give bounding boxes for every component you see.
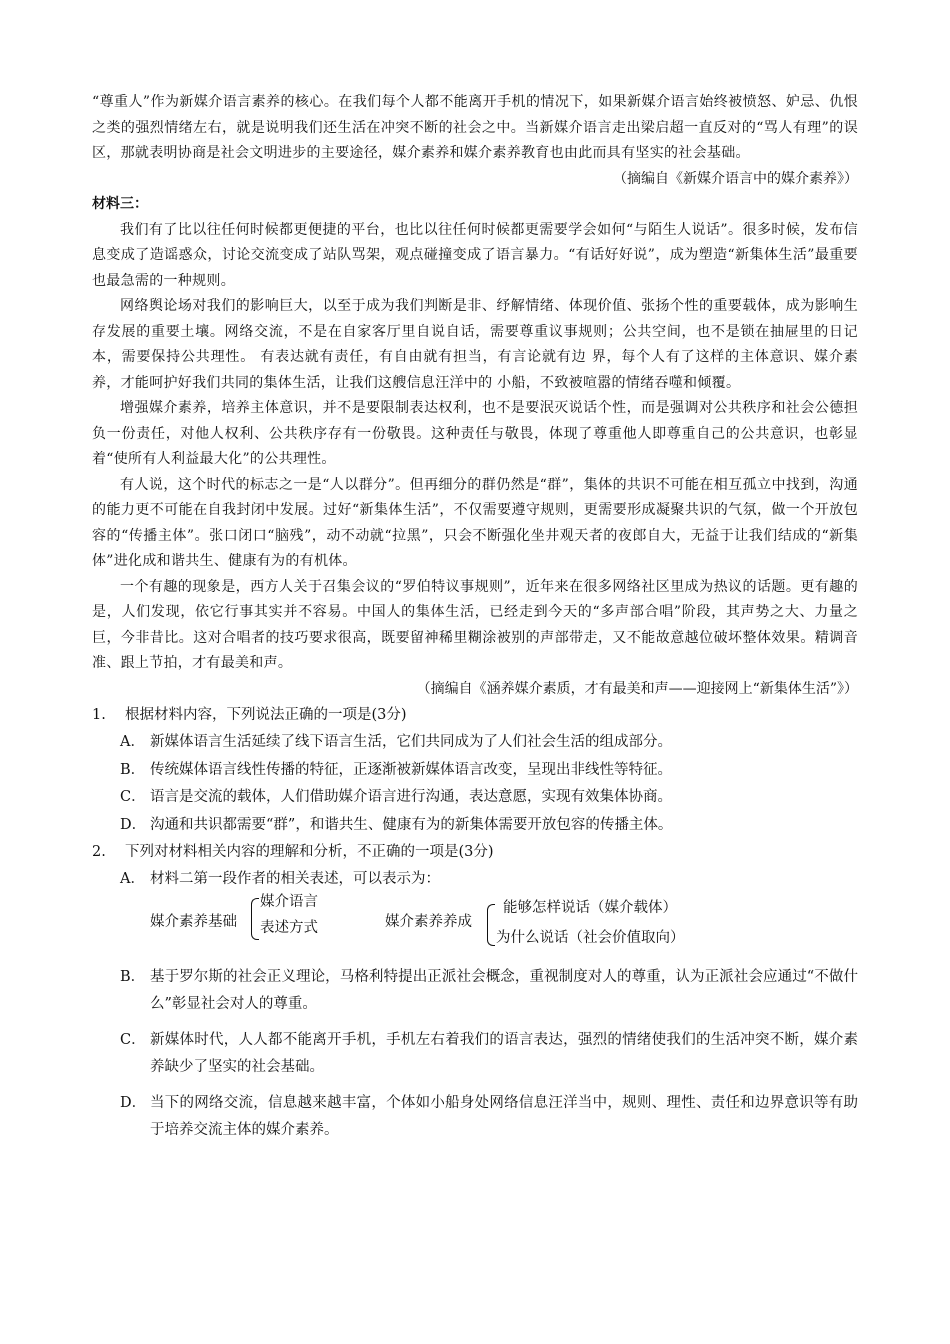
option-letter: B． <box>120 761 146 778</box>
option-text: 传统媒体语言线性传播的特征，正逐渐被新媒体语言改变，呈现出非线性等特征。 <box>150 761 672 778</box>
question-2 <box>92 839 858 1145</box>
question-1-option-c <box>120 784 858 812</box>
material3-title: 材料三： <box>92 196 148 212</box>
question-2-stem: 下列对材料相关内容的理解和分析，不正确的一项是(3分) <box>125 844 494 860</box>
exam-page <box>92 90 858 1145</box>
right-brace-icon <box>487 904 495 946</box>
question-1-option-b <box>120 757 858 785</box>
material2-paragraph: “尊重人”作为新媒介语言素养的核心。在我们每个人都不能离开手机的情况下，如果新媒介语言始终被愤怒、妒忌、仇恨之类的强烈情绪左右，就是说明我们还生活在冲突不断的社会之中。当新媒介语言走出梁启超一直反对的“骂人有理”的误区，那就表明协商是社会文明进步的主要途径，媒介素养和媒介素养教育也由此而具有坚实的社会基础。 <box>92 94 858 161</box>
option-letter: A． <box>120 871 145 887</box>
diagram-right-root: 媒介素养养成 <box>385 913 472 930</box>
option-text: 基于罗尔斯的社会正义理论，马格利特提出正派社会概念，重视制度对人的尊重，认为正派社会应通过“不做什么”彰显社会对人的尊重。 <box>150 968 858 1012</box>
diagram-left-child-1: 媒介语言 <box>260 893 318 910</box>
question-1 <box>92 702 858 839</box>
material2-source: （摘编自《新媒介语言中的媒介素养》） <box>613 170 858 187</box>
question-1-option-a <box>120 729 858 757</box>
question-2-number: 2. <box>92 844 106 860</box>
option-letter: D． <box>120 1094 147 1111</box>
question-2-option-d <box>120 1090 858 1145</box>
left-brace-icon <box>251 898 259 940</box>
option-text: 当下的网络交流，信息越来越丰富，个体如小船身处网络信息汪洋当中，规则、理性、责任和边界意识等有助于培养交流主体的媒介素养。 <box>150 1094 858 1138</box>
question-1-stem: 根据材料内容，下列说法正确的一项是(3分) <box>125 707 407 723</box>
material3-paragraph-1: 我们有了比以往任何时候都更便捷的平台，也比以往任何时候都更需要学会如何“与陌生人说话”。很多时候，发布信息变成了造谣惑众，讨论交流变成了站队骂架，观点碰撞变成了语言暴力。“有话好好说”，成为塑造“新集体生活”最重要也最急需的一种规则。 <box>92 221 858 289</box>
diagram-right-child-2: 为什么说话（社会价值取向） <box>496 929 685 946</box>
question-1-number: 1. <box>92 707 106 723</box>
question-2-option-b <box>120 964 858 1019</box>
option-letter: A． <box>120 734 145 750</box>
option-text: 材料二第一段作者的相关表述，可以表示为： <box>150 871 440 887</box>
question-1-option-d <box>120 812 858 840</box>
option-letter: D． <box>120 816 147 833</box>
diagram-right-child-1: 能够怎样说话（媒介载体） <box>503 899 677 916</box>
media-literacy-diagram <box>150 894 858 954</box>
question-2-option-c <box>120 1027 858 1082</box>
material3-source: （摘编自《涵养媒介素质，才有最美和声——迎接网上“新集体生活”》） <box>416 680 858 697</box>
option-text: 新媒体语言生活延续了线下语言生活，它们共同成为了人们社会生活的组成部分。 <box>150 734 672 750</box>
option-text: 语言是交流的载体，人们借助媒介语言进行沟通，表达意愿，实现有效集体协商。 <box>150 789 672 805</box>
material3-paragraph-5: 一个有趣的现象是，西方人关于召集会议的“罗伯特议事规则”，近年来在很多网络社区里成为热议的话题。更有趣的是，人们发现，依它行事其实并不容易。中国人的集体生活，已经走到今天的“多声部合唱”阶段，其声势之大、力量之巨，今非昔比。这对合唱者的技巧要求很高，既要留神稀里糊涂被别的声部带走，又不能故意越位破坏整体效果。精调音准、跟上节拍，才有最美和声。 <box>92 578 858 671</box>
question-2-option-a <box>120 866 858 894</box>
diagram-left-root: 媒介素养基础 <box>150 913 237 930</box>
material3-paragraph-4: 有人说，这个时代的标志之一是“人以群分”。但再细分的群仍然是“群”，集体的共识不可能在相互孤立中找到，沟通的能力更不可能在自我封闭中发展。过好“新集体生活”，不仅需要遵守规则，更需要形成凝聚共识的气氛，做一个开放包容的“传播主体”。张口闭口“脑残”，动不动就“拉黑”，只会不断强化坐井观天者的夜郎自大，无益于让我们结成的“新集体”进化成和谐共生、健康有为的有机体。 <box>92 476 858 569</box>
material3-paragraph-3: 增强媒介素养，培养主体意识，并不是要限制表达权利，也不是要泯灭说话个性，而是强调对公共秩序和社会公德担负一份责任，对他人权利、公共秩序存有一份敬畏。这种责任与敬畏，体现了尊重他人即尊重自己的公共意识，也彰显着“使所有人利益最大化”的公共理性。 <box>92 400 858 467</box>
diagram-left-child-2: 表述方式 <box>260 919 318 936</box>
material3-paragraph-2: 网络舆论场对我们的影响巨大，以至于成为我们判断是非、纾解情绪、体现价值、张扬个性的重要载体，成为影响生存发展的重要土壤。网络交流，不是在自家客厅里自说自话，需要尊重议事规则；公共空间，也不是锁在抽屉里的日记本，需要保持公共理性。 有表达就有责任，有自由就有担当，有言论就有边 界，每个人有了这样的主体意识、媒介素养，才能呵护好我们共同的集体生活，让我们这艘信息汪洋中的 小船，不致被喧嚣的情绪吞噬和倾覆。 <box>92 298 858 391</box>
option-text: 新媒体时代，人人都不能离开手机，手机左右着我们的语言表达，强烈的情绪使我们的生活冲突不断，媒介素养缺少了坚实的社会基础。 <box>150 1031 858 1075</box>
option-text: 沟通和共识都需要“群”，和谐共生、健康有为的新集体需要开放包容的传播主体。 <box>150 816 673 833</box>
option-letter: C． <box>120 789 146 805</box>
option-letter: C． <box>120 1031 146 1048</box>
option-letter: B． <box>120 968 146 985</box>
